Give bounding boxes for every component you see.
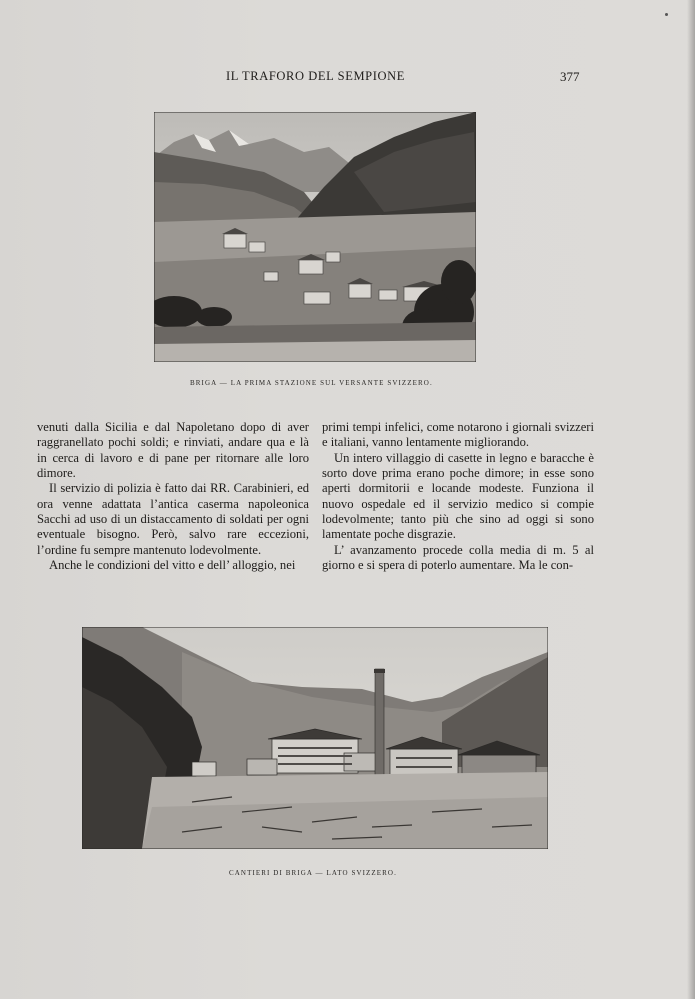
paragraph: primi tempi infelici, come notarono i giornali svizzeri e italiani, vanno lentamente migliorando.: [322, 420, 594, 450]
photo-briga-station-image: [154, 112, 476, 362]
paper-speck: [665, 13, 668, 16]
photo-briga-station: [154, 112, 476, 362]
paragraph: Il servizio di polizia è fatto dai RR. Carabinieri, ed ora venne adattata l’antica caserma napoleonica Sacchi ad uso di un distaccamento di soldati per ogni eventuale bisogno. Però, salvo rare eccezioni, l’ordine fu sempre mantenuto lodevolmente.: [37, 481, 309, 557]
photo-briga-worksite-image: [82, 627, 548, 849]
photo-briga-worksite: [82, 627, 548, 849]
paragraph: L’ avanzamento procede colla media di m. 5 al giorno e si spera di poterlo aumentare. Ma le con-: [322, 542, 594, 573]
text-column-right: [322, 420, 594, 573]
page-edge-shadow: [687, 0, 695, 999]
paragraph: Un intero villaggio di casette in legno e baracche è sorto dove prima erano poche dimore; in esse sono aperti dormitorii e locande modeste. Funziona il nuovo ospedale ed il servizio medico si compie lodevolmente; tanto più che sino ad oggi si sono lamentate poche disgrazie.: [322, 450, 594, 542]
text-column-left: [37, 420, 309, 573]
page-number: 377: [560, 69, 580, 84]
paragraph: venuti dalla Sicilia e dal Napoletano dopo di aver raggranellato pochi soldi; e rinviati, andare qua e là in cerca di lavoro e di pane per ritornare alle loro dimore.: [37, 420, 309, 481]
figure-caption-top: BRIGA — LA PRIMA STAZIONE SUL VERSANTE SVIZZERO.: [190, 379, 433, 387]
paragraph: Anche le condizioni del vitto e dell’ alloggio, nei: [49, 558, 296, 573]
running-title: IL TRAFORO DEL SEMPIONE: [226, 69, 405, 83]
figure-caption-bottom: CANTIERI DI BRIGA — LATO SVIZZERO.: [229, 869, 397, 877]
